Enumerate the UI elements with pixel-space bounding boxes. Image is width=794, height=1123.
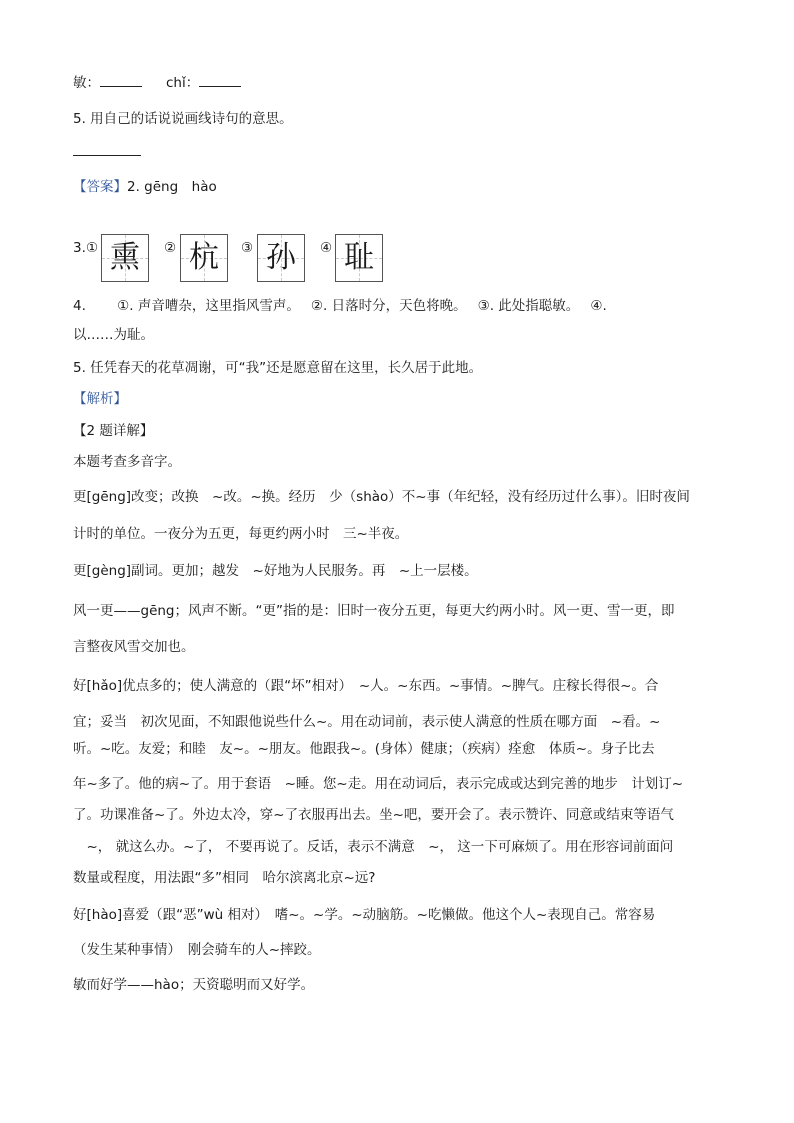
q5-answer-blank [73,155,141,156]
char-4: 耻 [344,240,374,275]
answer-tag: 【答案】 [73,179,127,195]
analysis-line: 言整夜风雪交加也。 [73,639,195,655]
analysis-line: 宜；妥当 初次见面，不知跟他说些什么~。用在动词前，表示使人满意的性质在哪方面 ~看。~ [73,714,661,730]
min-label: 敏： [73,75,100,91]
answer-q2: 2. gēng hào [127,179,217,195]
analysis-line: 敏而好学——hào；天资聪明而又好学。 [73,977,315,993]
char-2: 杭 [189,240,219,275]
q5-prompt: 5. 用自己的话说说画线诗句的意思。 [73,111,293,127]
chi-label: chǐ： [166,75,200,91]
answer-q4-line2: 以……为耻。 [73,327,154,343]
analysis-line: 计时的单位。一夜分为五更，每更约两小时 三~半夜。 [73,526,409,542]
analysis-tag: 【解析】 [73,391,127,407]
analysis-line: 好[hào]喜爱（跟“恶”wù 相对） 嗜~。~学。~动脑筋。~吃懒做。他这个人~表现自己。常容易 [73,907,656,923]
chi-blank [199,74,241,87]
answer-q3-label: 3. [73,240,86,256]
analysis-line: ~， 就这么办。~了， 不要再说了。反话，表示不满意 ~， 这一下可麻烦了。用在形容词前面问 [73,839,674,855]
char-box-4 [335,234,383,282]
analysis-line: 年~多了。他的病~了。用于套语 ~睡。您~走。用在动词后，表示完成或达到完善的地步 计划订~ [73,776,684,792]
char-box-2 [180,234,228,282]
q3-num-1: ① [86,240,99,256]
analysis-line: 风一更——gēng；风声不断。“更”指的是：旧时一夜分五更，每更大约两小时。风一更、雪一更，即 [73,603,675,619]
analysis-line: （发生某种事情） 刚会骑车的人~摔跤。 [73,942,321,958]
analysis-line: 了。功课准备~了。外边太冷，穿~了衣服再出去。坐~吧，要开会了。表示赞许、同意或结束等语气 [73,807,674,823]
q3-num-4: ④ [320,240,333,256]
char-3: 孙 [266,240,296,275]
answer-q5: 5. 任凭春天的花草凋谢，可“我”还是愿意留在这里，长久居于此地。 [73,360,483,376]
detail-tag: 【2 题详解】 [73,423,154,439]
analysis-line: 更[gēng]改变；改换 ~改。~换。经历 少（shào）不~事（年纪轻，没有经历过什么事）。旧时夜间 [73,489,690,505]
q3-num-3: ③ [241,240,254,256]
char-box-3 [257,234,305,282]
answer-q4-line1: 4. ①. 声音嘈杂，这里指风雪声。 ②. 日落时分，天色将晚。 ③. 此处指聪敏。 ④. [73,298,607,314]
analysis-line: 本题考查多音字。 [73,454,181,470]
char-1: 熏 [110,240,140,275]
analysis-line: 数量或程度，用法跟“多”相同 哈尔滨离北京~远? [73,870,376,886]
q3-num-2: ② [164,240,177,256]
char-box-1 [101,234,149,282]
answer-q2-line [73,178,217,196]
analysis-line: 更[gèng]副词。更加；越发 ~好地为人民服务。再 ~上一层楼。 [73,563,478,579]
analysis-line: 听。~吃。友爱；和睦 友~。~朋友。他跟我~。(身体）健康；（疾病）痊愈 体质~。身子比去 [73,741,655,757]
analysis-line: 好[hǎo]优点多的；使人满意的（跟“坏”相对） ~人。~东西。~事情。~脾气。庄稼长得很~。合 [73,678,659,694]
q4-blank-line [73,74,241,92]
min-blank [100,74,142,87]
